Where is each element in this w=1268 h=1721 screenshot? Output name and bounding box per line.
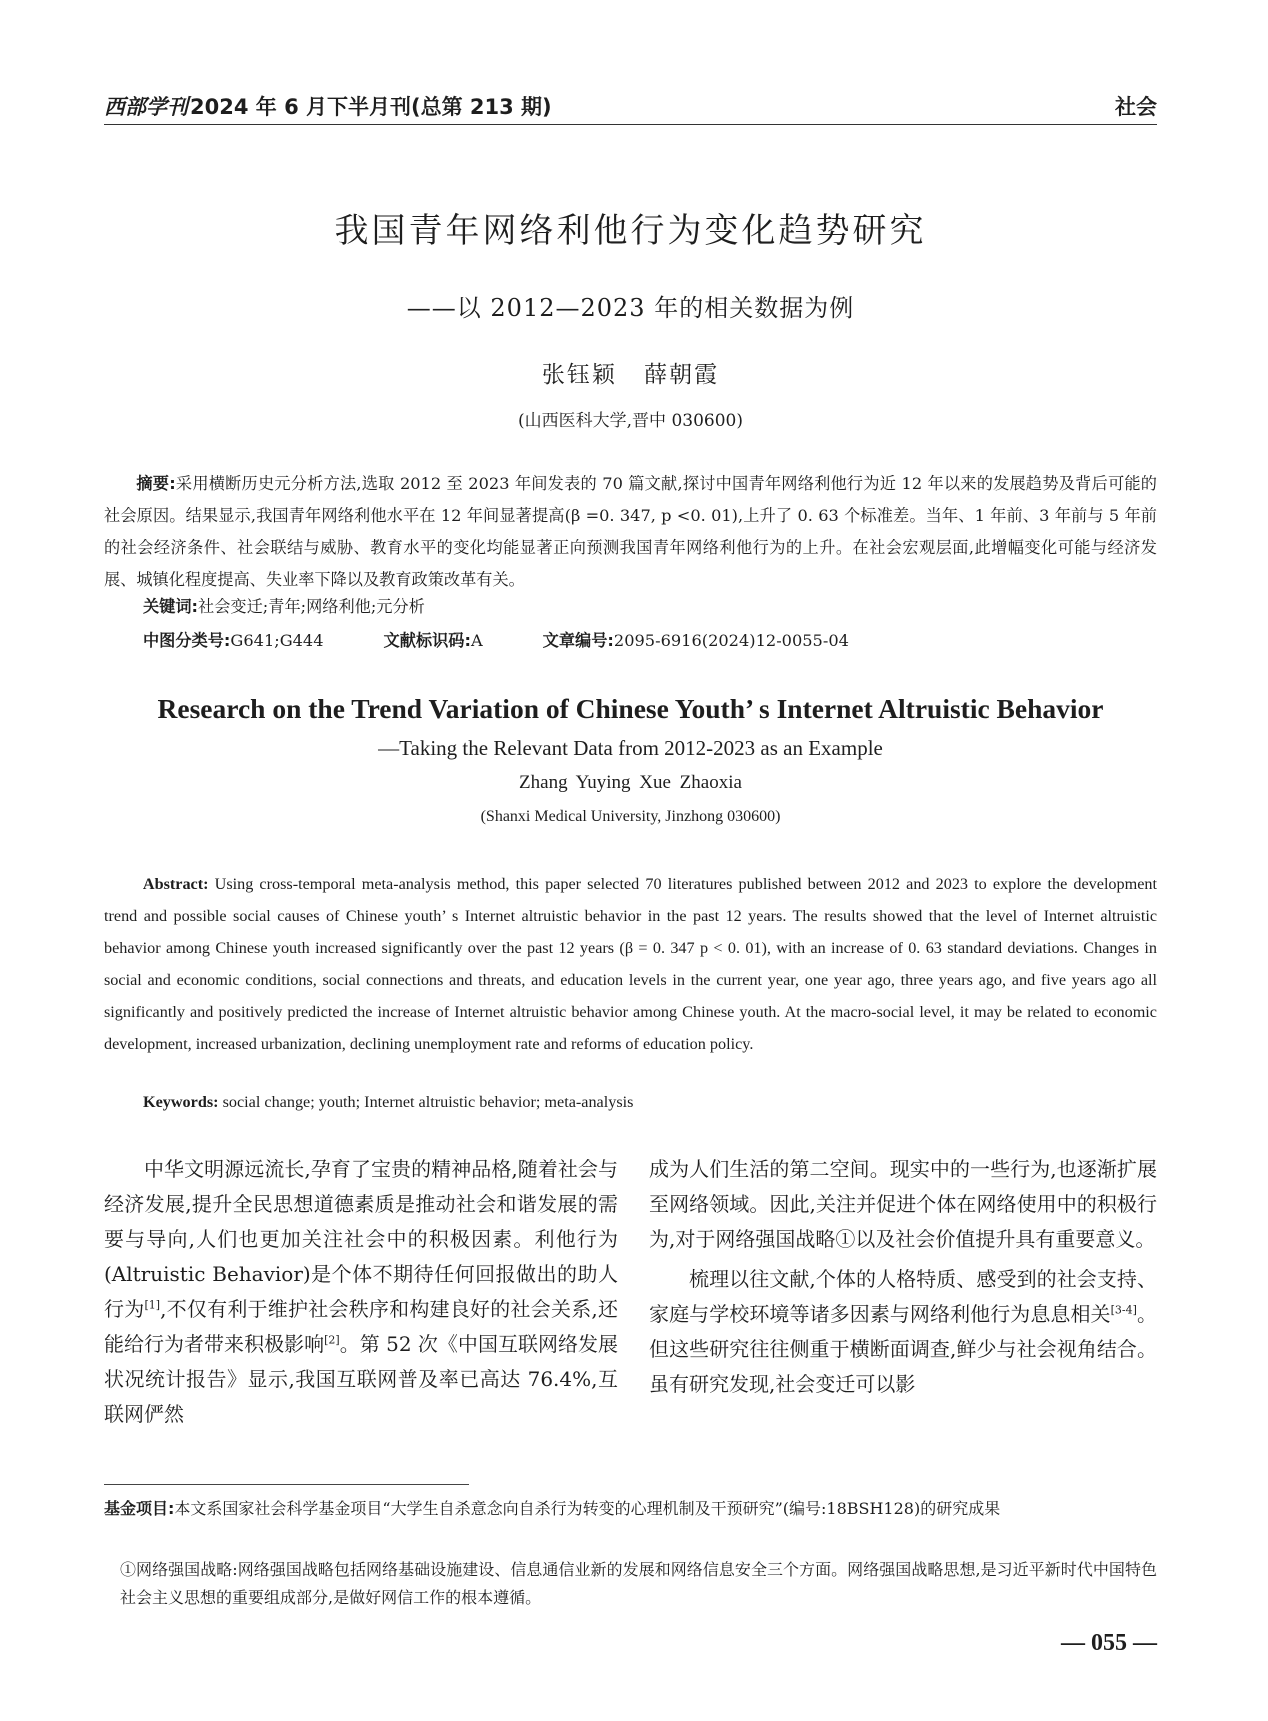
citation-ref[interactable]: [2] [324,1333,340,1347]
journal-logo: 西部学刊 [104,94,188,119]
body-text: 以及社会价值提升具有重要意义。 [855,1227,1156,1251]
clc-label: 中图分类号: [143,631,231,650]
header-rule [104,124,1157,125]
running-header-journal [104,91,552,121]
clc-value: G641;G444 [230,631,324,650]
affiliation-en: (Shanxi Medical University, Jinzhong 030600) [480,808,781,825]
keywords-cn [143,593,425,617]
abstract-en-label: Abstract: [142,875,209,893]
abstract-cn-label: 摘要: [136,474,176,493]
fund-label: 基金项目: [104,1499,175,1518]
authors-en: Zhang Yuying Xue Zhaoxia [519,772,742,793]
footnote-marker[interactable]: ① [835,1227,856,1251]
classification-row [143,627,909,651]
footnote-1-text: ①网络强国战略:网络强国战略包括网络基础设施建设、信息通信业新的发展和网络信息安全三个方面。网络强国战略思想,是习近平新时代中国特色社会主义思想的重要组成部分,是做好网信工作的根本遵循。 [120,1560,1157,1607]
affiliation-cn: (山西医科大学,晋中 030600) [518,411,743,431]
running-header-section: 社会 [1115,95,1157,119]
body-text: 。但这些研究往往侧重于横断面调查,鲜少与社会视角结合。虽有研究发现,社会变迁可以影 [649,1302,1158,1396]
footnote-fund [104,1495,1157,1523]
body-text: 。第 52 次《中国互联网络发展状况统计报告》显示,我国互联网普及率已高达 76.4%,互联网俨然 [104,1332,618,1426]
doc-code-value: A [470,631,483,650]
journal-issue: 2024 年 6 月下半月刊(总第 213 期) [190,95,552,119]
body-text: 梳理以往文献,个体的人格特质、感受到的社会支持、家庭与学校环境等诸多因素与网络利他行为息息相关 [649,1267,1157,1326]
keywords-cn-text: 社会变迁;青年;网络利他;元分析 [198,597,425,616]
doc-code-label: 文献标识码: [383,631,471,650]
article-no-value: 2095-6916(2024)12-0055-04 [613,631,849,650]
footnote-rule [104,1484,469,1485]
footnote-1 [104,1556,1157,1612]
body-paragraph [104,1152,618,1432]
body-text: 成为人们生活的第二空间。现实中的一些行为,也逐渐扩展至网络领域。因此,关注并促进个体在网络使用中的积极行为,对于网络强国战略 [649,1157,1157,1251]
authors-cn: 张钰颖 薛朝霞 [541,362,720,388]
citation-ref[interactable]: [1] [144,1298,161,1312]
abstract-cn [104,468,1157,596]
article-title-cn: 我国青年网络利他行为变化趋势研究 [334,211,927,251]
body-paragraph [649,1262,1157,1402]
article-no-label: 文章编号: [542,631,614,650]
article-title-en: Research on the Trend Variation of Chinese Youth’ s Internet Altruistic Behavior [157,693,1104,724]
citation-ref[interactable]: [3-4] [1110,1303,1137,1317]
keywords-cn-label: 关键词: [143,597,199,616]
abstract-cn-text: 采用横断历史元分析方法,选取 2012 至 2023 年间发表的 70 篇文献,探讨中国青年网络利他行为近 12 年以来的发展趋势及背后可能的社会原因。结果显示,我国青年网络利他水平在 12 年间显著提高(β =0. 347, p <0. 01),上升了 0. 63 个标准差。当年、1 年前、3 年前与 5 年前的社会经济条件、社会联结与威胁、教育水平的变化均能显著正向预测我国青年网络利他行为的上升。在社会宏观层面,此增幅变化可能与经济发展、城镇化程度提高、失业率下降以及教育政策改革有关。 [104,474,1157,589]
page-number: — 055 — [1061,1630,1157,1656]
article-subtitle-en: —Taking the Relevant Data from 2012-2023 as an Example [378,736,883,760]
body-column-left [104,1152,618,1432]
fund-text: 本文系国家社会科学基金项目“大学生自杀意念向自杀行为转变的心理机制及干预研究”(编号:18BSH128)的研究成果 [174,1499,1001,1518]
keywords-en [143,1093,633,1112]
body-text: 中华文明源远流长,孕育了宝贵的精神品格,随着社会与经济发展,提升全民思想道德素质是推动社会和谐发展的需要与导向,人们也更加关注社会中的积极因素。利他行为(Altruistic Behavior)是个体不期待任何回报做出的助人行为 [104,1157,618,1321]
abstract-en-text: Using cross-temporal meta-analysis method, this paper selected 70 literatures published between 2012 and 2023 to explore the development trend and possible social causes of Chinese youth’ s Internet altruistic behavior in the past 12 years. The results showed that the level of Internet altruistic behavior among Chinese youth increased significantly over the past 12 years (β = 0. 347 p < 0. 01), with an increase of 0. 63 standard deviations. Changes in social and economic conditions, social connections and threats, and education levels in the current year, one year ago, three years ago, and five years ago all significantly and positively predicted the increase of Internet altruistic behavior among Chinese youth. At the macro-social level, it may be related to economic development, increased urbanization, declining unemployment rate and reforms of education policy. [104,875,1157,1053]
keywords-en-label: Keywords: [143,1093,219,1111]
article-subtitle-cn: ——以 2012—2023 年的相关数据为例 [406,294,855,322]
body-text: ,不仅有利于维护社会秩序和构建良好的社会关系,还能给行为者带来积极影响 [104,1297,619,1356]
abstract-en [104,868,1157,1060]
keywords-en-text: social change; youth; Internet altruistic behavior; meta-analysis [218,1093,634,1111]
body-column-right [649,1152,1157,1402]
body-paragraph [649,1152,1157,1257]
